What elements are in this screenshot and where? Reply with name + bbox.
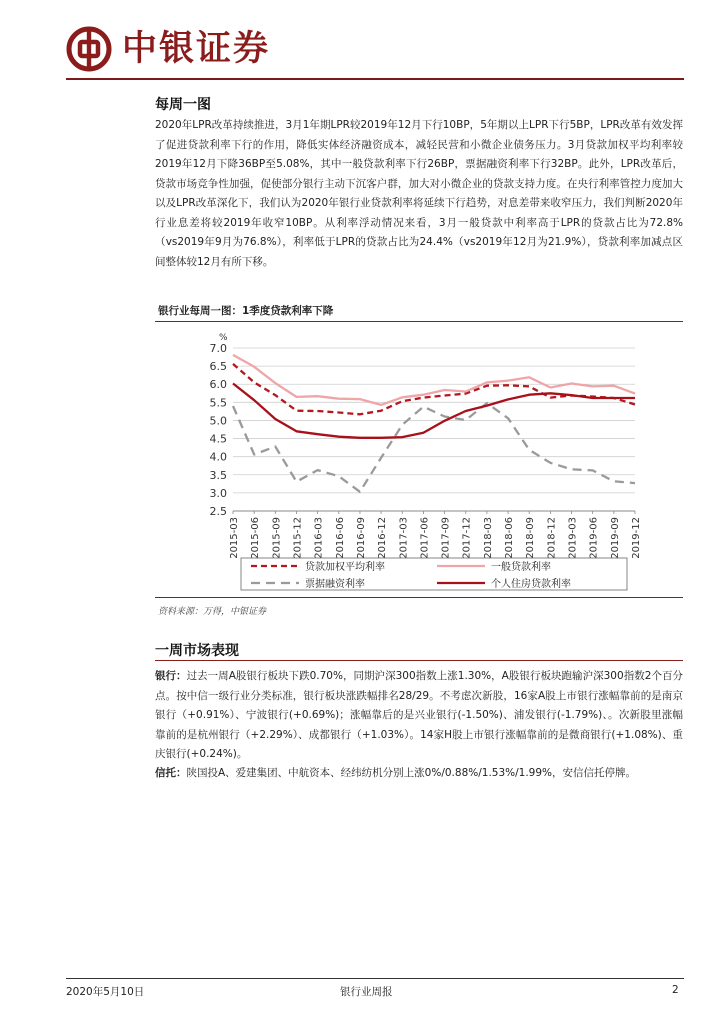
trust-lead: 信托：: [155, 767, 187, 779]
y-tick-label: 3.0: [209, 486, 227, 500]
x-tick-label: 2015-03: [229, 517, 240, 559]
legend-label-2: 一般贷款利率: [491, 562, 551, 573]
series-line-1: [233, 364, 635, 414]
y-tick-label: 2.5: [209, 505, 227, 518]
header-divider: [66, 78, 684, 80]
x-tick-label: 2017-12: [461, 517, 473, 559]
y-tick-label: 5.5: [209, 396, 227, 410]
legend-label-1: 贷款加权平均利率: [305, 562, 385, 573]
x-tick-label: 2017-03: [398, 517, 410, 559]
footer-page-number: 2: [672, 984, 679, 996]
y-tick-label: 3.5: [209, 468, 227, 482]
footer-report-name: 银行业周报: [340, 986, 393, 998]
x-tick-label: 2017-06: [419, 517, 431, 559]
x-tick-label: 2015-12: [292, 517, 304, 559]
section-title-weekly-chart: 每周一图: [155, 97, 211, 113]
banks-lead: 银行：: [155, 670, 187, 682]
x-tick-label: 2019-12: [631, 517, 642, 559]
y-tick-label: 6.5: [209, 360, 227, 374]
x-tick-label: 2016-03: [313, 517, 325, 559]
legend-label-3: 票据融资利率: [305, 579, 365, 590]
section-title-market: 一周市场表现: [155, 643, 239, 659]
banks-paragraph: [155, 667, 683, 765]
figure-top-rule: [155, 321, 683, 322]
brand-name: 中银证券: [122, 28, 271, 69]
x-tick-label: 2019-03: [567, 517, 579, 559]
bank-of-china-logo-icon: [66, 26, 112, 72]
trust-paragraph: [155, 764, 683, 784]
x-tick-label: 2016-09: [355, 517, 367, 559]
x-tick-label: 2019-09: [609, 517, 621, 559]
banks-body: 过去一周A股银行板块下跌0.70%，同期沪深300指数上涨1.30%，A股银行板块跑输沪深300指数2个百分点。按中信一级行业分类标准，银行板块涨跌幅排名28/29。不考虑次新股，16家A股上市银行涨幅靠前的是南京银行（+0.91%）、宁波银行(+0.69%)；涨幅靠后的是兴业银行(-1.50%)、浦发银行(-1.79%)、。次新股里涨幅靠前的是杭州银行（+2.29%）、成都银行（+1.03%）。14家H股上市银行涨幅靠前的是微商银行(+1.08%)、重庆银行(+0.24%)。: [155, 670, 684, 760]
figure-title: 银行业每周一图：1季度贷款利率下降: [158, 305, 334, 317]
figure-source: 资料来源：万得，中银证券: [158, 607, 267, 617]
y-tick-label: 7.0: [209, 342, 227, 355]
x-tick-label: 2016-06: [334, 517, 346, 559]
y-axis-unit: %: [219, 333, 228, 343]
footer-divider: [66, 978, 684, 979]
y-tick-label: 6.0: [209, 378, 227, 392]
x-tick-label: 2018-12: [546, 517, 558, 559]
loan-rate-line-chart: [155, 324, 683, 596]
y-tick-label: 4.0: [209, 450, 227, 464]
series-line-2: [233, 355, 635, 405]
x-tick-label: 2017-09: [440, 517, 452, 559]
y-tick-label: 5.0: [209, 414, 227, 428]
x-tick-label: 2018-06: [504, 517, 516, 559]
figure-bottom-rule: [155, 597, 683, 598]
series-line-3: [233, 403, 635, 492]
x-tick-label: 2015-06: [250, 517, 262, 559]
x-tick-label: 2019-06: [588, 517, 600, 559]
section2-divider: [155, 660, 683, 661]
legend-label-4: 个人住房贷款利率: [491, 579, 571, 590]
x-tick-label: 2016-12: [377, 517, 389, 559]
y-tick-label: 4.5: [209, 432, 227, 446]
x-tick-label: 2015-09: [271, 517, 283, 559]
footer-date: 2020年5月10日: [66, 986, 145, 998]
x-tick-label: 2018-09: [525, 517, 537, 559]
trust-body: 陕国投A、爱建集团、中航资本、经纬纺机分别上涨0%/0.88%/1.53%/1.99%，安信信托停牌。: [186, 767, 637, 779]
section1-paragraph: 2020年LPR改革持续推进，3月1年期LPR较2019年12月下行10BP，5年期以上LPR下行5BP，LPR改革有效发挥了促进贷款利率下行的作用，降低实体经济融资成本，减轻民营和小微企业债务压力。3月贷款加权平均利率较2019年12月下降36BP至5.08%，其中一般贷款利率下行26BP，票据融资利率下行32BP。此外，LPR改革后，贷款市场竞争性加强，促使部分银行主动下沉客户群，加大对小微企业的贷款支持力度。在央行利率管控力度加大以及LPR改革深化下，我们认为2020年银行业贷款利率将延续下行趋势，对息差带来收窄压力，我们判断2020年行业息差将较2019年收窄10BP。从利率浮动情况来看，3月一般贷款中利率高于LPR的贷款占比为72.8%（vs2019年9月为76.8%），利率低于LPR的贷款占比为24.4%（vs2019年12月为21.9%），贷款利率加减点区间整体较12月有所下移。: [155, 119, 683, 268]
x-tick-label: 2018-03: [482, 517, 494, 559]
